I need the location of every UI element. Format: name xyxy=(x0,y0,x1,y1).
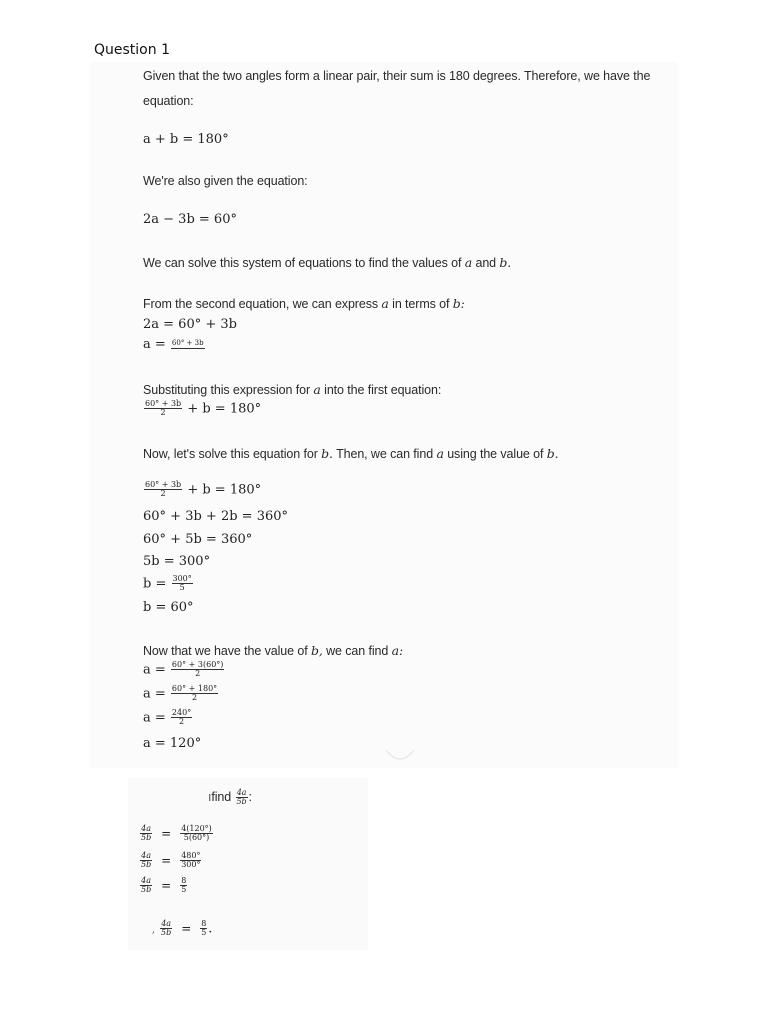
substituting-text: Substituting this expression for a into the first equation: xyxy=(143,382,442,397)
also-given-text: We're also given the equation: xyxy=(143,174,308,188)
final-answer: , $\frac{4a}{5b}$ = $\frac{8}{5}$ . xyxy=(152,919,213,938)
equation-2a: 2a = 60° + 3b xyxy=(143,317,237,332)
scan-arc-artifact xyxy=(384,744,416,766)
equation-difference: 2a − 3b = 60° xyxy=(143,212,237,227)
ratio-step-3: $\frac{4a}{5b}$ = $\frac{8}{5}$ xyxy=(141,876,187,895)
equation-a-fraction: a = 60° + 3b xyxy=(143,337,204,352)
solve-system-text: We can solve this system of equations to find the values of a and b. xyxy=(143,255,512,270)
a-step-3: a = $\frac{240^\circ}{2}$ xyxy=(143,708,192,727)
step-1: $\frac{60^\circ + 3b}{2}$ + b = 180° xyxy=(145,480,262,499)
a-step-4: a = 120° xyxy=(143,736,202,751)
now-that-text: Now that we have the value of b, we can find a: xyxy=(143,643,404,658)
a-step-2: a = $\frac{60^\circ + 180^\circ}{2}$ xyxy=(143,684,218,703)
now-solve-text: Now, let's solve this equation for b. Then, we can find a using the value of b. xyxy=(143,446,559,461)
intro-line-1: Given that the two angles form a linear pair, their sum is 180 degrees. Therefore, we have the xyxy=(143,69,651,83)
find-ratio-text: ıfind $\frac{4a}{5b}$ : xyxy=(208,788,252,807)
step-2: 60° + 3b + 2b = 360° xyxy=(143,509,289,524)
equation-sum: a + b = 180° xyxy=(143,132,229,147)
question-title: Question 1 xyxy=(94,42,170,58)
step-4: 5b = 300° xyxy=(143,554,211,569)
intro-line-2: equation: xyxy=(143,94,194,108)
ratio-step-2: $\frac{4a}{5b}$ = $\frac{480^\circ}{300^\circ}$ xyxy=(141,851,201,870)
step-6: b = 60° xyxy=(143,600,194,615)
ratio-step-1: $\frac{4a}{5b}$ = $\frac{4(120^\circ)}{5(60^\circ)}$ xyxy=(141,824,212,843)
step-3: 60° + 5b = 360° xyxy=(143,532,253,547)
from-second-text: From the second equation, we can express a in terms of b: xyxy=(143,296,465,311)
step-5: b = $\frac{300^\circ}{5}$ xyxy=(143,574,192,593)
substituted-equation: $\frac{60^\circ + 3b}{2}$ + b = 180° xyxy=(145,399,262,418)
a-step-1: a = $\frac{60^\circ + 3(60^\circ)}{2}$ xyxy=(143,660,224,679)
